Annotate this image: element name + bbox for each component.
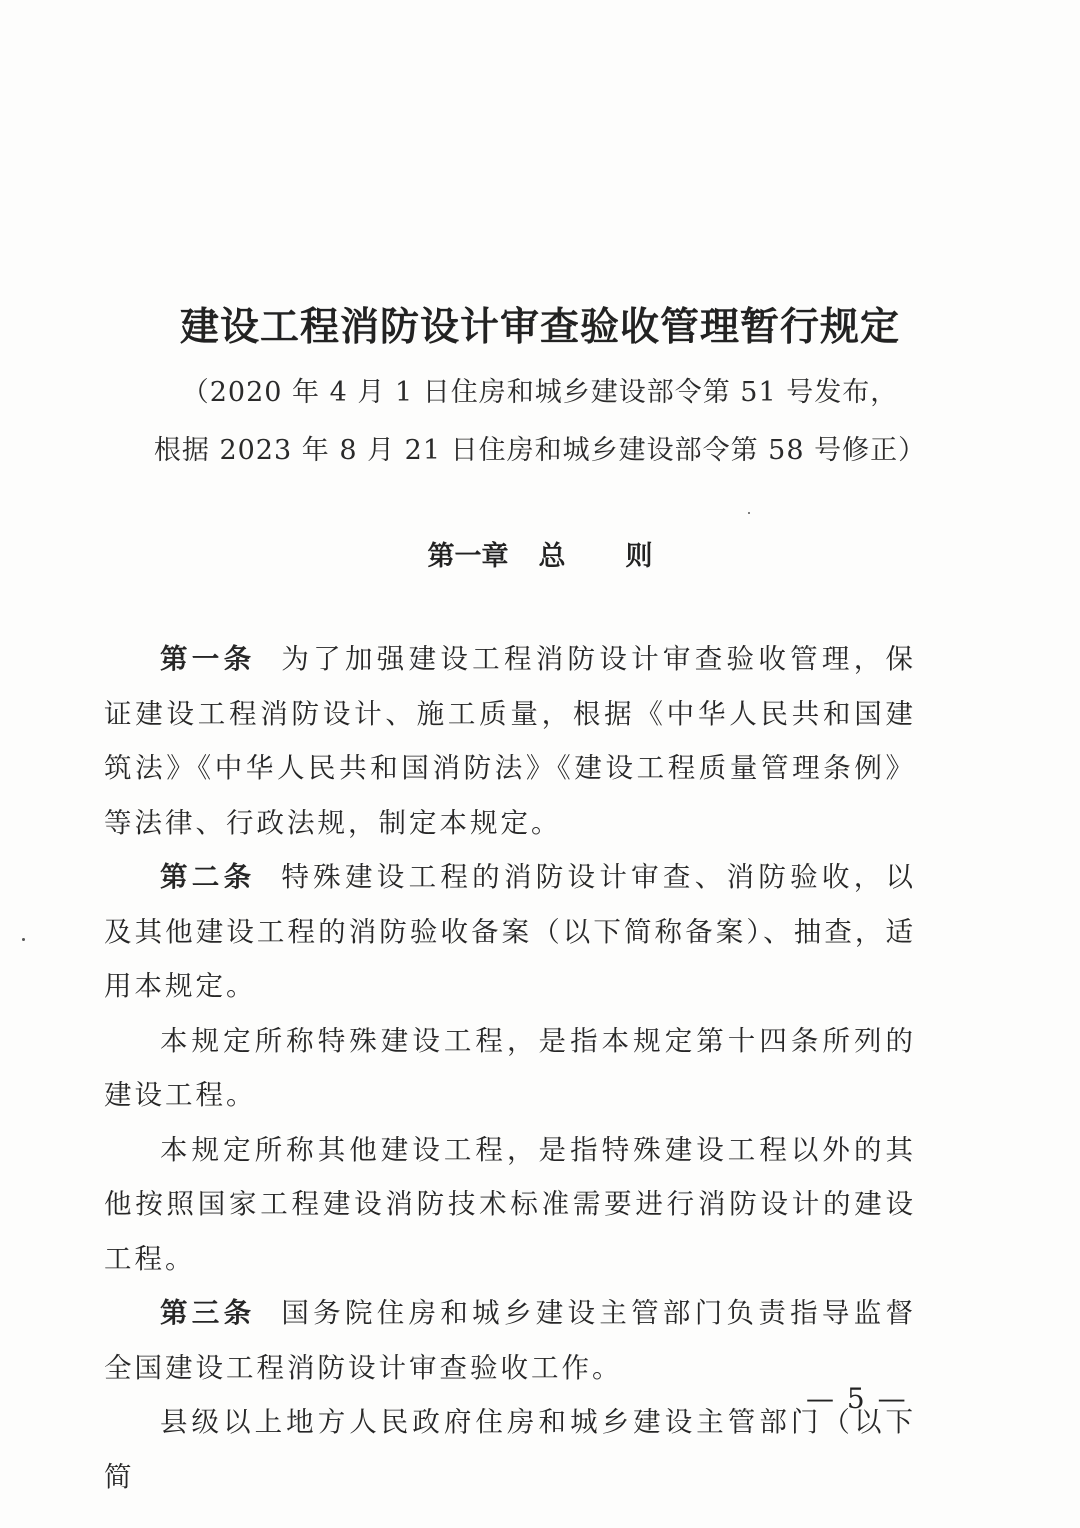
paragraph xyxy=(104,1123,916,1287)
article-number: 第一条 xyxy=(160,643,256,675)
paragraph xyxy=(104,1395,916,1504)
subtitle-issuance: （2020 年 4 月 1 日住房和城乡建设部令第 51 号发布， xyxy=(181,377,899,408)
paragraph-text: 国务院住房和城乡建设主管部门负责指导监督全国建设工程消防设计审查验收工作。 xyxy=(104,1297,917,1384)
paragraph-text: 本规定所称其他建设工程，是指特殊建设工程以外的其他按照国家工程建设消防技术标准需要进行消防设计的建设工程。 xyxy=(104,1133,916,1275)
paragraph-text: 特殊建设工程的消防设计审查、消防验收，以及其他建设工程的消防验收备案（以下简称备案）、抽查，适用本规定。 xyxy=(104,861,917,1002)
page-number: — 5 — xyxy=(806,1382,908,1415)
paragraph xyxy=(104,632,916,850)
paragraph-text: 为了加强建设工程消防设计审查验收管理，保证建设工程消防设计、施工质量，根据《中华人民共和国建筑法》《中华人民共和国消防法》《建设工程质量管理条例》等法律、行政法规，制定本规定。 xyxy=(104,643,917,839)
chapter-name-part2: 则 xyxy=(625,541,653,572)
paragraph-text: 本规定所称特殊建设工程，是指本规定第十四条所列的建设工程。 xyxy=(104,1024,916,1111)
scan-speck xyxy=(748,512,750,514)
paragraph xyxy=(104,1286,916,1395)
paragraph xyxy=(104,850,916,1014)
document-title: 建设工程消防设计审查验收管理暂行规定 xyxy=(179,305,900,350)
chapter-heading xyxy=(0,534,1080,573)
document-body xyxy=(104,632,916,1504)
paragraph xyxy=(104,1014,916,1123)
scan-speck xyxy=(22,938,25,941)
chapter-label: 第一章 xyxy=(427,541,509,572)
subtitle-amendment: 根据 2023 年 8 月 21 日住房和城乡建设部令第 58 号修正） xyxy=(153,435,927,466)
article-number: 第三条 xyxy=(160,1297,256,1329)
article-number: 第二条 xyxy=(160,861,256,893)
chapter-name-part1: 总 xyxy=(538,541,566,572)
paragraph-text: 县级以上地方人民政府住房和城乡建设主管部门（以下简 xyxy=(104,1406,916,1493)
